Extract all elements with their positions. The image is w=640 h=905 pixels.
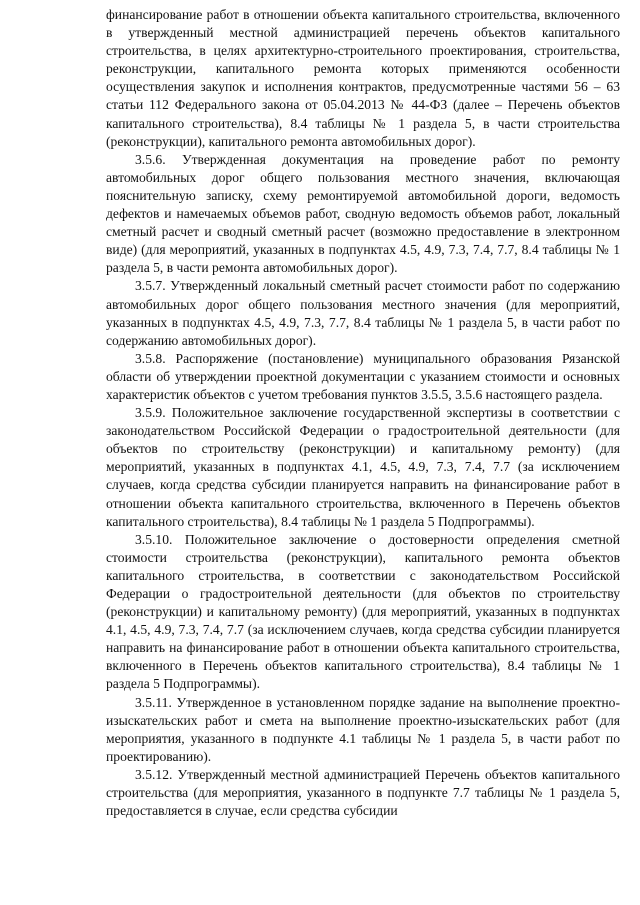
paragraph-3-5-8: 3.5.8. Распоряжение (постановление) муниципального образования Рязанской области об утверждении проектной документации с указанием стоимости и основных характеристик объектов с учетом требования пунктов 3.5.5, 3.5.6 настоящего раздела. [106,350,620,402]
paragraph-3-5-7: 3.5.7. Утвержденный локальный сметный расчет стоимости работ по содержанию автомобильных дорог общего пользования местного значения (для мероприятий, указанных в подпунктах 4.5, 4.9, 7.3, 7.7, 8.4 таблицы № 1 раздела 5, в части работ по содержанию автомобильных дорог). [106,278,620,348]
paragraph-continuation: финансирование работ в отношении объекта капитального строительства, включенного в утвержденный местной администрацией перечень объектов капитального строительства, в целях архитектурно-строительного проектирования, строительства, реконструкции, капитального ремонта которых применяются особенности осуществления закупок и исполнения контрактов, предусмотренные частями 56 – 63 статьи 112 Федерального закона от 05.04.2013 № 44-ФЗ (далее – Перечень объектов капитального строительства), 8.4 таблицы № 1 раздела 5, в части строительства (реконструкции), капитального ремонта автомобильных дорог). [106,7,620,149]
paragraph-3-5-12: 3.5.12. Утвержденный местной администрацией Перечень объектов капитального строительства (для мероприятия, указанного в подпункте 7.7 таблицы № 1 раздела 5, предоставляется в случае, если средства субсидии [106,766,620,819]
paragraph-3-5-9: 3.5.9. Положительное заключение государственной экспертизы в соответствии с законодательством Российской Федерации о градостроительной деятельности (для объектов по строительству (реконструкции) и капитальному ремонту) (для мероприятий, указанных в подпунктах 4.1, 4.5, 4.9, 7.3, 7.4, 7.7 (за исключением случаев, когда средства субсидии планируется направить на финансирование работ в отношении объекта капитального строительства, включенного в Перечень объектов капитального строительства), 8.4 таблицы № 1 раздела 5 Подпрограммы). [106,405,620,529]
paragraph-3-5-11: 3.5.11. Утвержденное в установленном порядке задание на выполнение проектно-изыскательских работ и смета на выполнение проектно-изыскательских работ (для мероприятия, указанного в подпункте 4.1 таблицы № 1 раздела 5, в части работ по проектированию). [106,694,620,764]
document-page [106,6,620,820]
paragraph-3-5-10: 3.5.10. Положительное заключение о достоверности определения сметной стоимости строительства (реконструкции), капитального ремонта объектов капитального строительства, в соответствии с законодательством Российской Федерации о градостроительной деятельности (для объектов по строительству (реконструкции) и капитальному ремонту) (для мероприятий, указанных в подпунктах 4.1, 4.5, 4.9, 7.3, 7.4, 7.7 (за исключением случаев, когда средства субсидии планируется направить на финансирование работ в отношении объекта капитального строительства, включенного в Перечень объектов капитального строительства), 8.4 таблицы № 1 раздела 5 Подпрограммы). [106,531,620,692]
paragraph-3-5-6: 3.5.6. Утвержденная документация на проведение работ по ремонту автомобильных дорог общего пользования местного значения, включающая пояснительную записку, схему ремонтируемой автомобильной дороги, ведомость дефектов и намечаемых объемов работ, сводную ведомость объемов работ, локальный сметный расчет и сводный сметный расчет (возможно предоставление в электронном виде) (для мероприятий, указанных в подпунктах 4.5, 4.9, 7.3, 7.4, 7.7, 8.4 таблицы № 1 раздела 5, в части ремонта автомобильных дорог). [106,151,620,276]
